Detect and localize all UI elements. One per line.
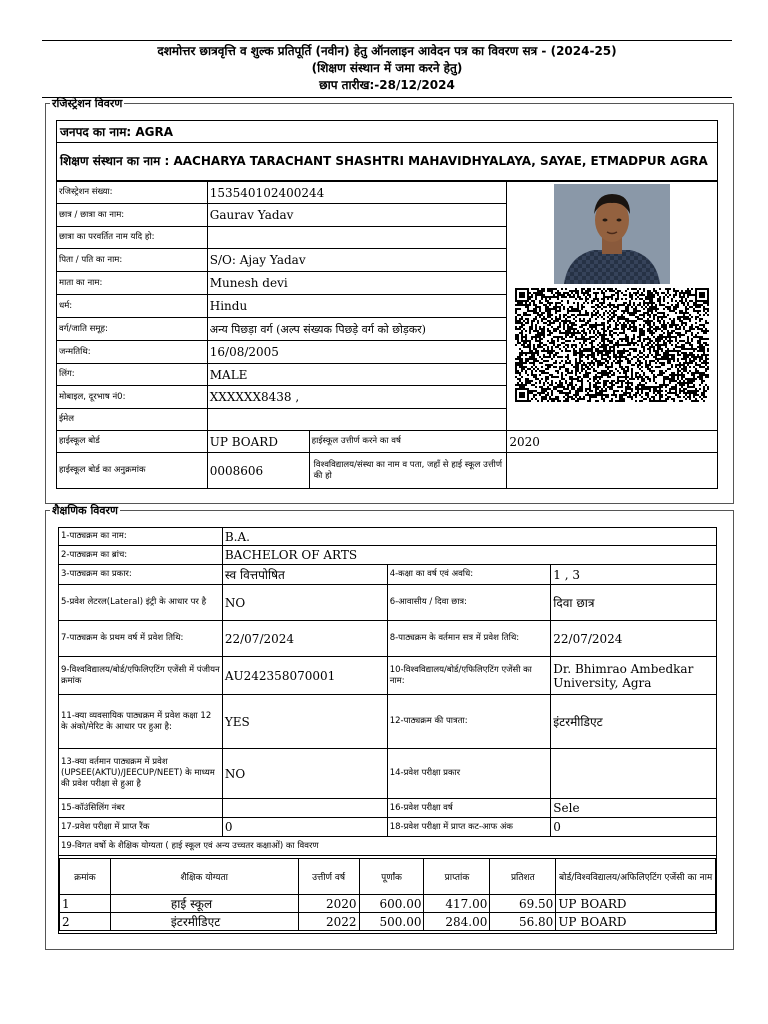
- merit-label: 11-क्या व्यवसायिक पाठ्यक्रम में प्रवेश कक्षा 12 के अंको/मेरिट के आधार पर हुआ है:: [59, 695, 223, 749]
- hs-board-value: UP BOARD: [207, 431, 309, 453]
- alt-name-value: [207, 227, 507, 249]
- history-cell-year: 2020: [298, 895, 359, 913]
- exam-label: 13-क्या वर्तमान पाठ्यक्रम में प्रवेश (UPSEE(AKTU)/JEECUP/NEET) के माध्यम की प्रवेश परीक्षा से हुआ है: [59, 749, 223, 799]
- history-label: 19-विगत वर्षो के शैक्षिक योग्यता ( हाई स्कूल एवं अन्य उच्चतर कक्षाओं) का विवरण: [59, 837, 717, 856]
- hs-board-label: हाईस्कूल बोर्ड: [57, 431, 208, 453]
- eligibility-value: इंटरमीडिएट: [551, 695, 717, 749]
- father-label: पिता / पति का नाम:: [57, 249, 208, 272]
- exam-type-label: 14-प्रवेश परीक्षा प्रकार: [387, 749, 551, 799]
- religion-value: Hindu: [207, 295, 507, 318]
- cutoff-label: 18-प्रवेश परीक्षा में प्राप्त कट-आफ अंक: [387, 818, 551, 837]
- mother-label: माता का नाम:: [57, 272, 208, 295]
- form-subtitle: (शिक्षण संस्थान में जमा करने हेतु): [311, 61, 463, 75]
- email-label: ईमेल: [57, 409, 208, 431]
- history-cell-max: 600.00: [359, 895, 424, 913]
- branch-value: BACHELOR OF ARTS: [222, 546, 716, 565]
- exam-year-label: 16-प्रवेश परीक्षा वर्ष: [387, 799, 551, 818]
- course-name-value: B.A.: [222, 528, 716, 546]
- religion-label: धर्म:: [57, 295, 208, 318]
- dob-value: 16/08/2005: [207, 341, 507, 364]
- exam-type-value: [551, 749, 717, 799]
- gender-label: लिंग:: [57, 364, 208, 386]
- residence-label: 6-आवासीय / दिवा छात्र:: [387, 585, 551, 621]
- counsel-value: [222, 799, 387, 818]
- exam-year-value: Sele: [551, 799, 717, 818]
- history-cell-percent: 56.80: [490, 913, 556, 931]
- reg-no-label: 9-विश्वविद्यालय/बोर्ड/एफिलिएटिंग एजेंसी में पंजीयन क्रमांक: [59, 657, 223, 695]
- name-label: छात्र / छात्रा का नाम:: [57, 204, 208, 227]
- residence-value: दिवा छात्र: [551, 585, 717, 621]
- category-value: अन्य पिछड़ा वर्ग (अल्प संख्यक पिछड़े वर्ग को छोड़कर): [207, 318, 507, 341]
- history-cell-obtained: 284.00: [424, 913, 490, 931]
- agency-label: 10-विश्वविद्यालय/बोर्ड/एफिलिएटिंग एजेंसी का नाम:: [387, 657, 551, 695]
- reg-value: 153540102400244: [207, 182, 507, 204]
- year-label: 4-कक्षा का वर्ष एवं अवधि:: [387, 565, 551, 585]
- history-cell-board: UP BOARD: [556, 913, 716, 931]
- rank-value: 0: [222, 818, 387, 837]
- history-cell-sno: 1: [60, 895, 111, 913]
- name-value: Gaurav Yadav: [207, 204, 507, 227]
- cutoff-value: 0: [551, 818, 717, 837]
- mobile-value: XXXXXX8438 ,: [207, 386, 507, 409]
- first-admit-value: 22/07/2024: [222, 621, 387, 657]
- dob-label: जन्मतिथि:: [57, 341, 208, 364]
- history-cell-sno: 2: [60, 913, 111, 931]
- merit-value: YES: [222, 695, 387, 749]
- institution-name: शिक्षण संस्थान का नाम : AACHARYA TARACHANT SHASHTRI MAHAVIDHYALAYA, SAYAE, ETMADPUR AGRA: [57, 143, 718, 181]
- history-cell: [59, 856, 717, 934]
- course-name-label: 1-पाठ्यक्रम का नाम:: [59, 528, 223, 546]
- education-table: [58, 527, 717, 934]
- history-header: क्रमांक: [60, 859, 111, 895]
- counsel-label: 15-कॉउंसिलिंग नंबर: [59, 799, 223, 818]
- student-photo: [554, 184, 670, 284]
- history-table: [59, 858, 716, 931]
- eligibility-label: 12-पाठ्यक्रम की पात्रता:: [387, 695, 551, 749]
- reg-no-value: AU242358070001: [222, 657, 387, 695]
- branch-label: 2-पाठ्यक्रम का ब्रांच:: [59, 546, 223, 565]
- lateral-label: 5-प्रवेश लेटरल(Lateral) इंट्री के आधार पर है: [59, 585, 223, 621]
- qr-code-icon: [515, 288, 709, 402]
- year-value: 1 , 3: [551, 565, 717, 585]
- history-cell-max: 500.00: [359, 913, 424, 931]
- print-date: छाप तारीख:-28/12/2024: [319, 78, 455, 92]
- email-value: [207, 409, 507, 431]
- agency-value: Dr. Bhimrao Ambedkar University, Agra: [551, 657, 717, 695]
- mobile-label: मोबाइल, दूरभाष नं0:: [57, 386, 208, 409]
- hs-roll-value: 0008606: [207, 453, 309, 489]
- rank-label: 17-प्रवेश परीक्षा में प्राप्त रैंक: [59, 818, 223, 837]
- exam-value: NO: [222, 749, 387, 799]
- hs-univ-value: [507, 453, 718, 489]
- cur-admit-label: 8-पाठ्यक्रम के वर्तमान सत्र में प्रवेश तिथि:: [387, 621, 551, 657]
- education-legend: शैक्षणिक विवरण: [52, 504, 118, 517]
- history-header: उत्तीर्ण वर्ष: [298, 859, 359, 895]
- lateral-value: NO: [222, 585, 387, 621]
- cur-admit-value: 22/07/2024: [551, 621, 717, 657]
- first-admit-label: 7-पाठ्यक्रम के प्रथम वर्ष में प्रवेश तिथि:: [59, 621, 223, 657]
- table-row: [60, 913, 716, 931]
- form-header: [42, 40, 732, 98]
- history-cell-year: 2022: [298, 913, 359, 931]
- course-type-label: 3-पाठ्यक्रम का प्रकार:: [59, 565, 223, 585]
- history-cell-percent: 69.50: [490, 895, 556, 913]
- history-cell-qual: हाई स्कूल: [110, 895, 298, 913]
- gender-value: MALE: [207, 364, 507, 386]
- registration-legend: रजिस्ट्रेशन विवरण: [52, 97, 123, 110]
- history-header: पूर्णांक: [359, 859, 424, 895]
- history-header: प्राप्तांक: [424, 859, 490, 895]
- hs-year-label: हाईस्कूल उत्तीर्ण करने का वर्ष: [309, 431, 507, 453]
- history-cell-board: UP BOARD: [556, 895, 716, 913]
- reg-label: रजिस्ट्रेशन संख्या:: [57, 182, 208, 204]
- hs-roll-label: हाईस्कूल बोर्ड का अनुक्रमांक: [57, 453, 208, 489]
- history-header: प्रतिशत: [490, 859, 556, 895]
- hs-univ-label: विश्वविद्यालय/संस्था का नाम व पता, जहाँ से हाई स्कूल उत्तीर्ण की हो: [309, 453, 507, 489]
- registration-header-table: [56, 120, 718, 181]
- table-row: [60, 895, 716, 913]
- alt-name-label: छात्रा का परवर्तित नाम यदि हो:: [57, 227, 208, 249]
- history-header: शैक्षिक योग्यता: [110, 859, 298, 895]
- mother-value: Munesh devi: [207, 272, 507, 295]
- category-label: वर्ग/जाति समूह:: [57, 318, 208, 341]
- history-cell-obtained: 417.00: [424, 895, 490, 913]
- form-title: दशमोत्तर छात्रवृत्ति व शुल्क प्रतिपूर्ति (नवीन) हेतु ऑनलाइन आवेदन पत्र का विवरण सत्र - (2024-25): [157, 44, 617, 58]
- history-cell-qual: इंटरमीडिएट: [110, 913, 298, 931]
- photo-portrait-icon: [554, 184, 670, 284]
- history-header: बोर्ड/विश्वविद्यालय/अफिलिएटिंग एजेंसी का नाम: [556, 859, 716, 895]
- course-type-value: स्व वित्तपोषित: [222, 565, 387, 585]
- hs-year-value: 2020: [507, 431, 718, 453]
- father-value: S/O: Ajay Yadav: [207, 249, 507, 272]
- district-name: जनपद का नाम: AGRA: [57, 121, 718, 143]
